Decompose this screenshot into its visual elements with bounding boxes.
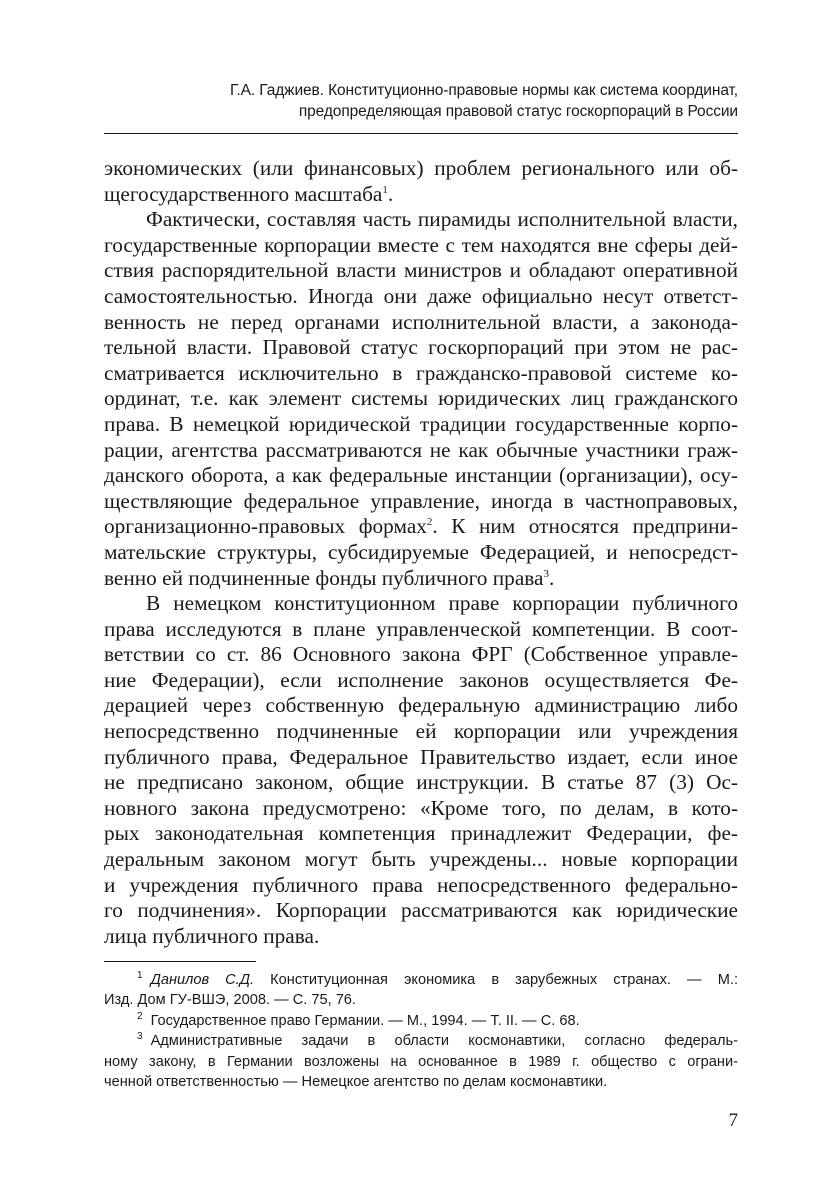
text-line: права. В немецкой юридической традиции государственные корпо-	[104, 411, 738, 436]
text-line: непосредственно подчиненные ей корпорации или учреждения	[104, 719, 738, 744]
footnote-ref: 1	[382, 183, 388, 196]
text-line: не предписано законом, общие инструкции. В статье 87 (3) Ос-	[104, 770, 738, 795]
footnote-ref: 3	[543, 567, 549, 580]
page-number: 7	[728, 1110, 738, 1131]
footnote-author: Данилов С.Д.	[150, 972, 255, 988]
text-line: ние Федерации), если исполнение законов осуществляется Фе-	[104, 667, 738, 692]
text-line: щегосударственного масштаба$^1$.	[104, 181, 394, 206]
text-line: ветствии со ст. 86 Основного закона ФРГ (Собственное управле-	[104, 642, 738, 667]
footnote-number: 3	[137, 1031, 143, 1043]
text-line: мательские структуры, субсидируемые Федерацией, и непосредст-	[104, 539, 738, 564]
text-line: рации, агентства рассматриваются не как обычные участники граж-	[104, 437, 738, 462]
footnote-line: Изд. Дом ГУ-ВШЭ, 2008. — С. 75, 76.	[104, 992, 356, 1009]
footnote-ref: 2	[426, 516, 433, 529]
body-text	[104, 156, 738, 949]
running-header	[104, 80, 738, 122]
text-line: организационно-правовых формах$^2$. К ним относятся предприни-	[104, 514, 738, 539]
text-line: В немецком конституционном праве корпорации публичного	[146, 591, 738, 616]
text-line: дерацией через собственную федеральную администрацию либо	[104, 693, 738, 718]
text-line: сматривается исключительно в гражданско-правовой системе ко-	[104, 360, 738, 385]
text-line: новного закона предусмотрено: «Кроме того, по делам, в кото-	[104, 795, 738, 820]
text-line: экономических (или финансовых) проблем регионального или об-	[104, 156, 738, 180]
text-line: ствия распорядительной власти министров и обладают оперативной	[104, 258, 738, 283]
footnote-3: $^3$ Административные задачи в области космонавтики, согласно федераль-	[137, 1031, 738, 1050]
footnote-2: $^2$ Государственное право Германии. — М., 1994. — Т. II. — С. 68.	[137, 1010, 580, 1029]
text-line: рых законодательная компетенция принадлежит Федерации, фе-	[104, 821, 738, 846]
text-line: государственные корпорации вместе с тем находятся вне сферы дей-	[104, 232, 738, 257]
footnotes	[104, 970, 738, 1092]
text-line: деральным законом могут быть учреждены... новые корпорации	[104, 847, 738, 872]
footnote-line: ченной ответственностью — Немецкое агентство по делам космонавтики.	[104, 1074, 608, 1091]
footnote-divider	[104, 961, 256, 962]
footnote-number: 1	[137, 970, 143, 982]
text-line: ординат, т.е. как элемент системы юридических лиц гражданского	[104, 386, 738, 411]
footnote-1: $^1$ Данилов С.Д. Конституционная экономика в зарубежных странах. — М.:	[137, 970, 738, 988]
text-line: Фактически, составляя часть пирамиды исполнительной власти,	[146, 207, 738, 232]
text-line: ществляющие федеральное управление, иногда в частноправовых,	[104, 488, 738, 513]
text-line: го подчинения». Корпорации рассматриваются как юридические	[104, 898, 738, 923]
footnote-line: ному закону, в Германии возложены на основанное в 1989 г. общество с ограни-	[104, 1053, 738, 1070]
running-header-line: Г.А. Гаджиев. Конституционно-правовые нормы как система координат,	[230, 82, 738, 99]
text-line: венность не перед органами исполнительной власти, а законода-	[104, 309, 738, 334]
footnote-number: 2	[137, 1010, 143, 1022]
running-header-line: предопределяющая правовой статус госкорпораций в России	[298, 103, 738, 120]
text-line: самостоятельностью. Иногда они даже официально несут ответст-	[104, 283, 738, 308]
text-line: публичного права, Федеральное Правительство издает, если иное	[104, 744, 738, 769]
text-line: и учреждения публичного права непосредственного федерально-	[104, 872, 738, 897]
text-line: данского оборота, а как федеральные инстанции (организации), осу-	[104, 463, 738, 488]
text-line: права исследуются в плане управленческой компетенции. В соот-	[104, 616, 738, 641]
text-line: лица публичного права.	[104, 923, 320, 948]
header-divider	[104, 133, 738, 134]
text-line: тельной власти. Правовой статус госкорпораций при этом не рас-	[104, 335, 738, 360]
text-line: венно ей подчиненные фонды публичного права$^3$.	[104, 565, 555, 590]
